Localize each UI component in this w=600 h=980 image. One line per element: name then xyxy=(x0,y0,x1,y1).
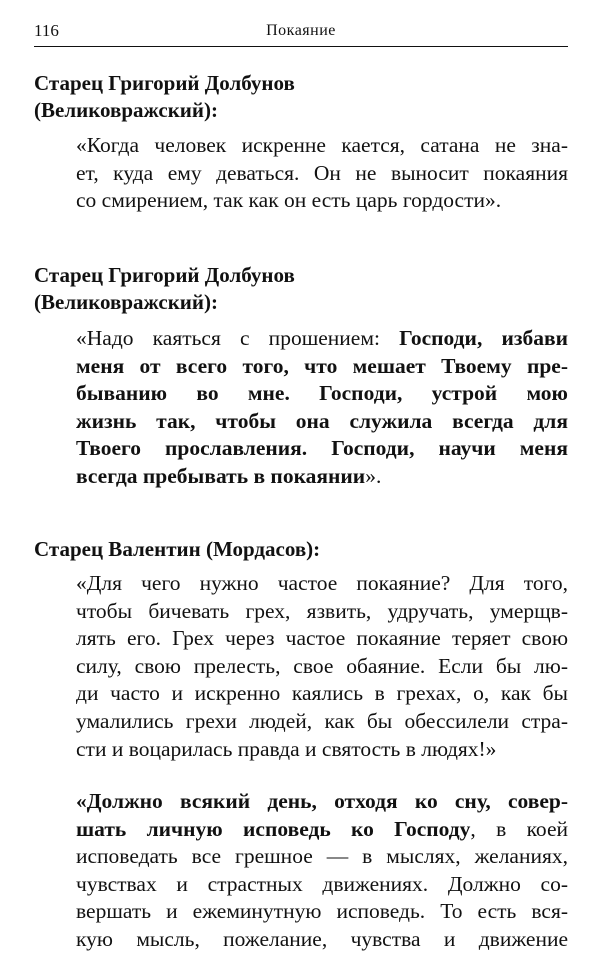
text-line xyxy=(76,408,568,436)
text-line: исповедать все грешное — в мыслях, желаниях, xyxy=(76,844,568,869)
quote-paragraph xyxy=(76,325,568,491)
author-name: Старец Валентин (Мордасов): xyxy=(34,537,321,561)
text-line: сти и воцарилась правда и святость в людях!» xyxy=(76,736,497,761)
section-heading xyxy=(34,536,568,563)
text-line: «Когда человек искренне кается, сатана не зна- xyxy=(76,133,568,157)
author-name: Старец Григорий Долбунов xyxy=(34,263,295,287)
text-line: кую мысль, пожелание, чувства и движение xyxy=(76,926,568,951)
text-line xyxy=(76,380,568,408)
normal-text: , в коей xyxy=(470,816,568,841)
author-name: Старец Григорий Долбунов xyxy=(34,71,295,95)
quote-paragraph xyxy=(76,570,568,763)
normal-text: ». xyxy=(365,463,382,488)
text-line xyxy=(76,788,568,816)
text-line: ет, куда ему деваться. Он не выносит покаяния xyxy=(76,160,568,185)
author-name-continued: (Великовражский): xyxy=(34,98,218,122)
emphasized-text: Твоего прославления. Господи, научи меня xyxy=(76,436,568,461)
text-line: силу, свою прелесть, свое обаяние. Если бы лю- xyxy=(76,653,568,678)
text-line xyxy=(76,435,568,463)
emphasized-text: Господи, избави xyxy=(399,326,568,350)
text-line: «Для чего нужно частое покаяние? Для того, xyxy=(76,571,568,595)
section-heading xyxy=(34,70,568,124)
emphasized-text: жизнь так, чтобы она служила всегда для xyxy=(76,408,568,433)
author-name-continued: (Великовражский): xyxy=(34,290,218,314)
text-line: чтобы бичевать грех, язвить, удручать, умерщв- xyxy=(76,598,568,623)
text-line xyxy=(76,353,568,381)
text-line: чувствах и страстных движениях. Должно со- xyxy=(76,871,568,896)
emphasized-text: «Должно всякий день, отходя ко сну, совер- xyxy=(76,789,568,813)
emphasized-text: всегда пребывать в покаянии xyxy=(76,463,366,488)
emphasized-text: быванию во мне. Господи, устрой мою xyxy=(76,381,568,406)
quote-paragraph xyxy=(76,132,568,215)
emphasized-text: меня от всего того, что мешает Твоему пре- xyxy=(76,353,568,378)
text-line: со смирением, так как он есть царь гордости». xyxy=(76,188,502,213)
text-line: ди часто и искренно каялись в грехах, о, как бы xyxy=(76,681,568,706)
section-heading xyxy=(34,262,568,316)
emphasized-text: шать личную исповедь ко Господу xyxy=(76,816,471,841)
page-number: 116 xyxy=(34,21,59,40)
text-line xyxy=(76,816,568,844)
normal-text: «Надо каяться с прошением: xyxy=(76,326,400,350)
text-line: лять его. Грех через частое покаяние теряет свою xyxy=(76,626,568,651)
text-line xyxy=(76,325,568,353)
quote-paragraph xyxy=(76,788,568,954)
text-line: вершать и ежеминутную исповедь. То есть вся- xyxy=(76,899,568,924)
running-header xyxy=(34,20,568,47)
text-line xyxy=(76,463,568,491)
running-title: Покаяние xyxy=(266,22,336,39)
text-line: умалились грехи людей, как бы обессилели стра- xyxy=(76,708,568,733)
